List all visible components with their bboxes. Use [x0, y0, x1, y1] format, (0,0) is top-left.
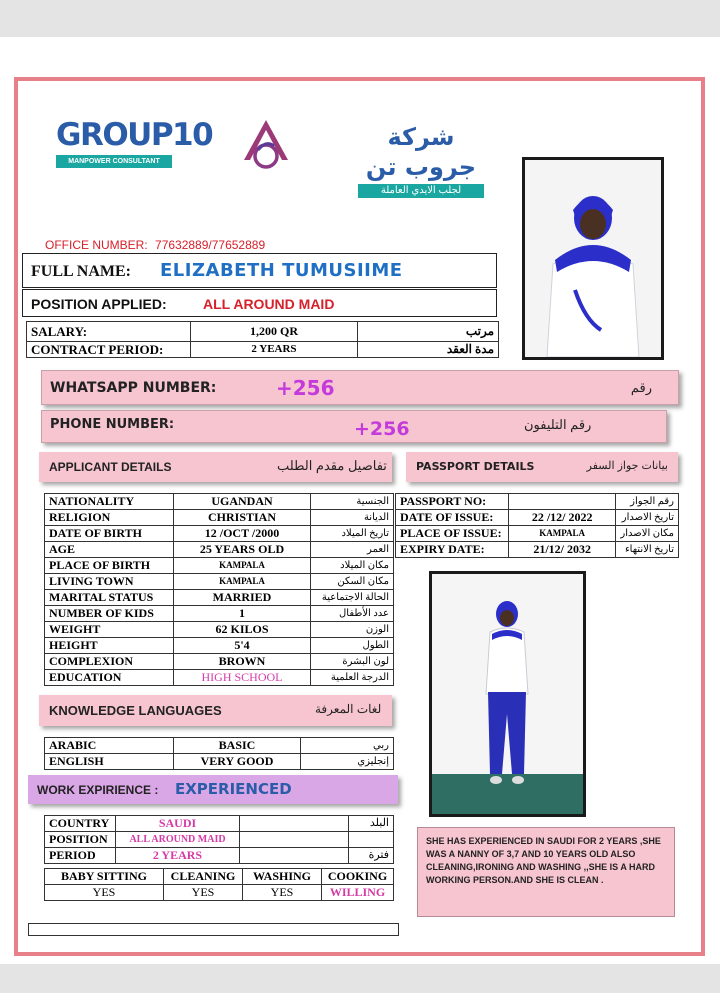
- country-label: COUNTRY: [45, 816, 116, 832]
- passport-table: [395, 493, 679, 558]
- knowledge-languages-arabic: لغات المعرفة: [315, 702, 382, 716]
- work-experience-band: [28, 775, 398, 804]
- skill-value-cleaning: YES: [164, 885, 243, 901]
- applicant-rows-row: [45, 654, 394, 670]
- passport-rows-label: PASSPORT NO:: [396, 494, 509, 510]
- whatsapp-band: [41, 370, 679, 405]
- applicant-rows-row: [45, 670, 394, 686]
- work-experience-label: WORK EXPIRIENCE :: [37, 783, 159, 797]
- passport-rows-label: DATE OF ISSUE:: [396, 510, 509, 526]
- salary-arabic: مرتب: [358, 322, 499, 342]
- phone-label: PHONE NUMBER:: [50, 417, 175, 432]
- applicant-rows-label: AGE: [45, 542, 174, 558]
- applicant-table: [44, 493, 394, 686]
- full-body-figure: [432, 574, 583, 814]
- passport-details-label: PASSPORT DETAILS: [416, 460, 535, 473]
- passport-details-band: [406, 452, 678, 482]
- position-blank: [240, 832, 349, 848]
- passport-rows-label: PLACE OF ISSUE:: [396, 526, 509, 542]
- skill-header-cooking: COOKING: [322, 869, 394, 885]
- applicant-rows-row: [45, 558, 394, 574]
- country-arabic: البلد: [349, 816, 394, 832]
- skill-header-cleaning: CLEANING: [164, 869, 243, 885]
- group10-logo: [56, 117, 213, 176]
- applicant-rows-arabic: الدرجة العلمية: [311, 670, 394, 686]
- applicant-rows-label: WEIGHT: [45, 622, 174, 638]
- applicant-rows-label: HEIGHT: [45, 638, 174, 654]
- applicant-rows-label: LIVING TOWN: [45, 574, 174, 590]
- applicant-rows-arabic: مكان السكن: [311, 574, 394, 590]
- passport-rows-row: [396, 542, 679, 558]
- applicant-rows-label: NATIONALITY: [45, 494, 174, 510]
- applicant-rows-row: [45, 638, 394, 654]
- applicant-rows-value: UGANDAN: [174, 494, 311, 510]
- office-number-label: OFFICE NUMBER:: [45, 238, 148, 252]
- full-name-label: FULL NAME:: [31, 263, 131, 280]
- applicant-rows-arabic: العمر: [311, 542, 394, 558]
- passport-rows-arabic: رقم الجواز: [616, 494, 679, 510]
- salary-label: SALARY:: [27, 322, 191, 342]
- applicant-rows-row: [45, 510, 394, 526]
- language-rows-label: ENGLISH: [45, 754, 174, 770]
- passport-rows-arabic: تاريخ الانتهاء: [616, 542, 679, 558]
- full-name-value: ELIZABETH TUMUSIIME: [160, 260, 403, 281]
- full-body-photo: [429, 571, 586, 817]
- phone-band: [41, 410, 667, 443]
- whatsapp-value: +256: [276, 376, 335, 400]
- applicant-rows-arabic: الطول: [311, 638, 394, 654]
- language-rows-value: VERY GOOD: [174, 754, 301, 770]
- applicant-rows-arabic: مكان الميلاد: [311, 558, 394, 574]
- applicant-rows-value: BROWN: [174, 654, 311, 670]
- applicant-rows-value: 62 KILOS: [174, 622, 311, 638]
- applicant-rows-row: [45, 494, 394, 510]
- applicant-rows-row: [45, 622, 394, 638]
- center-emblem-icon: [238, 116, 294, 172]
- knowledge-languages-band: [39, 695, 392, 726]
- language-rows-label: ARABIC: [45, 738, 174, 754]
- office-number-value: 77632889/77652889: [155, 238, 266, 252]
- applicant-rows-row: [45, 590, 394, 606]
- passport-details-arabic: بيانات جواز السفر: [586, 460, 668, 472]
- full-name-box: [22, 253, 497, 288]
- applicant-rows-value: HIGH SCHOOL: [174, 670, 311, 686]
- remarks-text: SHE HAS EXPERIENCED IN SAUDI FOR 2 YEARS ,SHE WAS A NANNY OF 3,7 AND 10 YEARS OLD ALSO CLEANING,IRONING AND WASHING ,,SHE IS A HARD WORKING PERSON.AND SHE IS CLEAN .: [426, 836, 661, 885]
- passport-rows-label: EXPIRY DATE:: [396, 542, 509, 558]
- applicant-rows-row: [45, 606, 394, 622]
- passport-rows-row: [396, 494, 679, 510]
- applicant-rows-label: EDUCATION: [45, 670, 174, 686]
- applicant-rows-arabic: الحالة الاجتماعية: [311, 590, 394, 606]
- applicant-rows-arabic: عدد الأطفال: [311, 606, 394, 622]
- applicant-rows-value: 12 /OCT /2000: [174, 526, 311, 542]
- experience-table: [44, 815, 394, 864]
- experience-row-period: [45, 848, 394, 864]
- applicant-rows-label: DATE OF BIRTH: [45, 526, 174, 542]
- period-value: 2 YEARS: [116, 848, 240, 864]
- position-value: ALL AROUND MAID: [203, 296, 335, 312]
- group10-logo-text: GROUP10: [56, 117, 213, 153]
- arabic-logo-text: شركة جروب تن: [365, 123, 477, 181]
- skill-header-babysitting: BABY SITTING: [45, 869, 164, 885]
- applicant-rows-label: NUMBER OF KIDS: [45, 606, 174, 622]
- language-rows-row: [45, 738, 394, 754]
- contract-label: CONTRACT PERIOD:: [27, 342, 191, 358]
- office-number: [45, 238, 265, 252]
- knowledge-languages-label: KNOWLEDGE LANGUAGES: [49, 703, 222, 718]
- language-rows-arabic: إنجليزي: [301, 754, 394, 770]
- experience-row-country: [45, 816, 394, 832]
- applicant-rows-value: MARRIED: [174, 590, 311, 606]
- country-blank: [240, 816, 349, 832]
- arabic-logo: [352, 122, 490, 196]
- applicant-rows-row: [45, 526, 394, 542]
- position-arabic-blank: [349, 832, 394, 848]
- applicant-rows-value: CHRISTIAN: [174, 510, 311, 526]
- signature-box: [28, 923, 399, 936]
- passport-rows-arabic: تاريخ الاصدار: [616, 510, 679, 526]
- period-label: PERIOD: [45, 848, 116, 864]
- passport-rows-value: [508, 494, 615, 510]
- experience-position-label: POSITION: [45, 832, 116, 848]
- skill-value-babysitting: YES: [45, 885, 164, 901]
- country-value: SAUDI: [116, 816, 240, 832]
- portrait-photo: [522, 157, 664, 360]
- whatsapp-arabic: رقم: [630, 380, 652, 395]
- languages-table: [44, 737, 394, 770]
- passport-rows-value: KAMPALA: [508, 526, 615, 542]
- skills-header-row: [45, 869, 394, 885]
- applicant-details-label: APPLICANT DETAILS: [49, 460, 172, 474]
- work-experience-value: EXPERIENCED: [175, 780, 292, 798]
- skill-header-washing: WASHING: [243, 869, 322, 885]
- experience-row-position: [45, 832, 394, 848]
- passport-rows-value: 22 /12/ 2022: [508, 510, 615, 526]
- passport-table-body: [396, 494, 679, 558]
- phone-arabic: رقم التليفون: [524, 417, 592, 432]
- phone-value: +256: [354, 418, 410, 440]
- applicant-rows-label: PLACE OF BIRTH: [45, 558, 174, 574]
- language-rows-value: BASIC: [174, 738, 301, 754]
- portrait-figure: [525, 160, 661, 357]
- applicant-rows-label: MARITAL STATUS: [45, 590, 174, 606]
- contract-value: 2 YEARS: [191, 342, 358, 358]
- position-label: POSITION APPLIED:: [31, 296, 167, 312]
- language-rows-arabic: ربي: [301, 738, 394, 754]
- applicant-rows-arabic: الجنسية: [311, 494, 394, 510]
- period-arabic: فترة: [349, 848, 394, 864]
- remarks-box: [417, 827, 675, 917]
- languages-table-body: [45, 738, 394, 770]
- passport-rows-arabic: مكان الاصدار: [616, 526, 679, 542]
- applicant-rows-value: 1: [174, 606, 311, 622]
- applicant-rows-arabic: الديانة: [311, 510, 394, 526]
- contract-row: [27, 342, 499, 358]
- applicant-rows-arabic: الوزن: [311, 622, 394, 638]
- passport-rows-row: [396, 526, 679, 542]
- applicant-rows-value: KAMPALA: [174, 558, 311, 574]
- applicant-table-body: [45, 494, 394, 686]
- experience-position-value: ALL AROUND MAID: [116, 832, 240, 848]
- whatsapp-label: WHATSAPP NUMBER:: [50, 380, 217, 396]
- applicant-details-band: [39, 452, 392, 482]
- applicant-rows-value: 5'4: [174, 638, 311, 654]
- skills-table: [44, 868, 394, 901]
- applicant-rows-value: 25 YEARS OLD: [174, 542, 311, 558]
- applicant-rows-arabic: لون البشرة: [311, 654, 394, 670]
- language-rows-row: [45, 754, 394, 770]
- group10-logo-subtitle: MANPOWER CONSULTANT: [56, 155, 172, 168]
- applicant-rows-label: RELIGION: [45, 510, 174, 526]
- position-box: [22, 289, 497, 317]
- applicant-rows-arabic: تاريخ الميلاد: [311, 526, 394, 542]
- salary-value: 1,200 QR: [191, 322, 358, 342]
- applicant-details-arabic: تفاصيل مقدم الطلب: [277, 458, 387, 473]
- skill-value-washing: YES: [243, 885, 322, 901]
- applicant-rows-value: KAMPALA: [174, 574, 311, 590]
- contract-arabic: مدة العقد: [358, 342, 499, 358]
- period-blank: [240, 848, 349, 864]
- skills-value-row: [45, 885, 394, 901]
- passport-rows-row: [396, 510, 679, 526]
- applicant-rows-row: [45, 542, 394, 558]
- salary-row: [27, 322, 499, 342]
- salary-table: [26, 321, 499, 358]
- applicant-rows-row: [45, 574, 394, 590]
- applicant-rows-label: COMPLEXION: [45, 654, 174, 670]
- passport-rows-value: 21/12/ 2032: [508, 542, 615, 558]
- skill-value-cooking: WILLING: [322, 885, 394, 901]
- arabic-logo-subtitle: لجلب الايدي العاملة: [358, 184, 484, 198]
